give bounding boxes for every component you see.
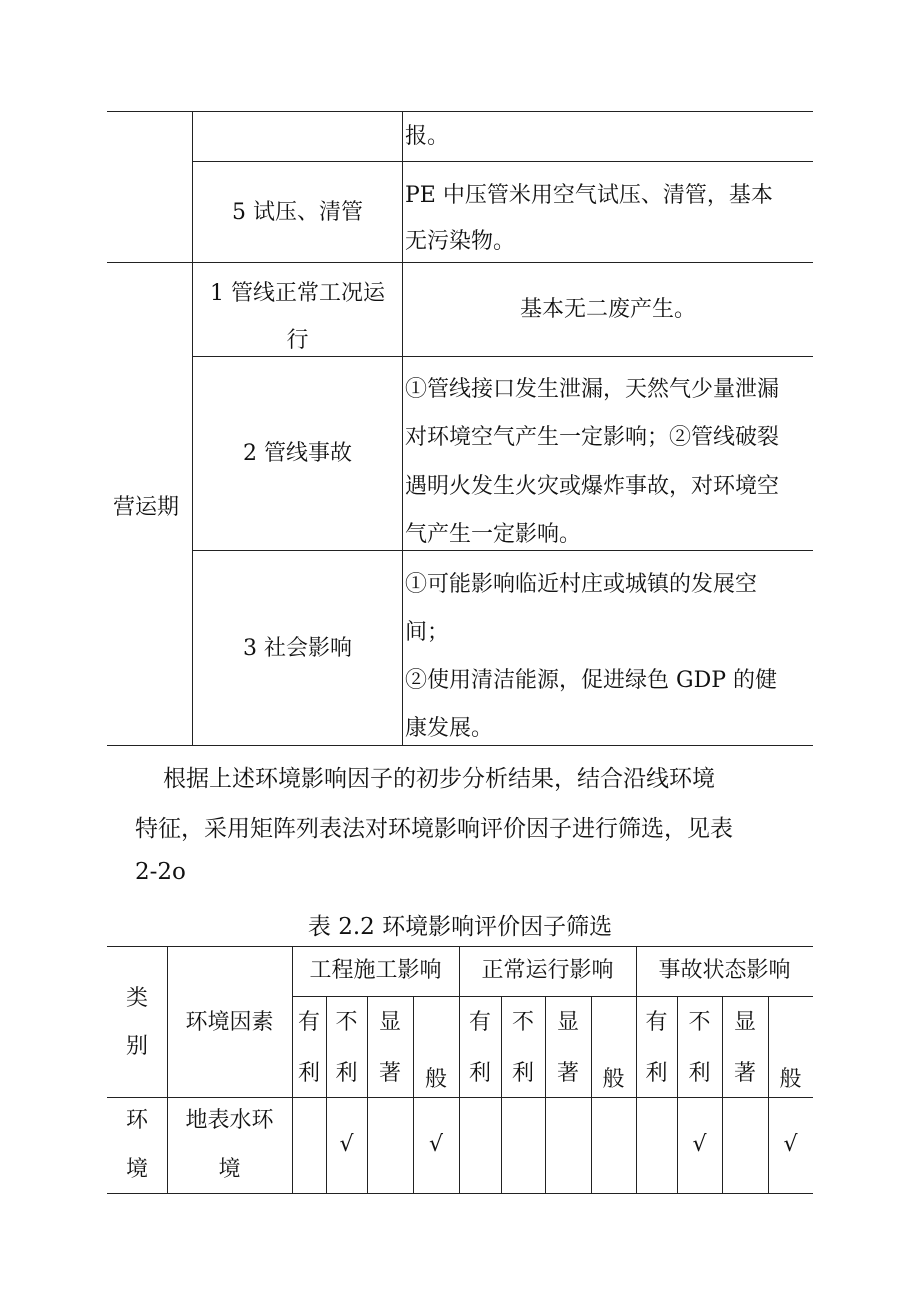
header-group: 正常运行影响 xyxy=(481,958,614,983)
item-cell: 行 xyxy=(286,328,309,353)
desc-line: ①管线接口发生泄漏，天然气少量泄漏 xyxy=(405,377,780,402)
check-mark: √ xyxy=(428,1132,444,1157)
subheader: 般 xyxy=(602,1067,625,1092)
subheader: 利 xyxy=(511,1061,534,1086)
desc-line: ①可能影响临近村庄或城镇的发展空 xyxy=(405,572,758,597)
row-category: 环 xyxy=(125,1108,148,1133)
desc-line: 康发展。 xyxy=(405,716,494,741)
row-category: 境 xyxy=(125,1157,148,1182)
subheader: 不 xyxy=(335,1010,358,1035)
subheader: 著 xyxy=(733,1061,756,1086)
subheader: 有 xyxy=(468,1010,491,1035)
desc-line: 报。 xyxy=(405,124,450,149)
check-mark: √ xyxy=(692,1132,707,1157)
header-category: 别 xyxy=(125,1034,148,1059)
item-cell: 5 试压、清管 xyxy=(232,200,363,225)
paragraph-line: 根据上述环境影响因子的初步分析结果，结合沿线环境 xyxy=(163,766,715,792)
item-cell: 2 管线事故 xyxy=(243,441,352,466)
desc-line: 间； xyxy=(405,620,450,645)
subheader: 著 xyxy=(556,1061,579,1086)
subheader: 利 xyxy=(335,1061,358,1086)
subheader: 不 xyxy=(688,1010,711,1035)
desc-line: ②使用清洁能源，促进绿色 GDP 的健 xyxy=(405,668,778,693)
subheader: 利 xyxy=(688,1061,711,1086)
desc-line: 气产生一定影响。 xyxy=(405,522,582,547)
subheader: 利 xyxy=(297,1061,320,1086)
desc-line: 无污染物。 xyxy=(405,229,516,254)
item-cell: 1 管线正常工况运 xyxy=(210,281,385,306)
desc-line: PE 中压管米用空气试压、清管，基本 xyxy=(405,183,773,208)
header-group: 事故状态影响 xyxy=(658,958,791,983)
check-mark: √ xyxy=(783,1132,798,1157)
desc-line: 遇明火发生火灾或爆炸事故，对环境空 xyxy=(405,474,780,499)
subheader: 般 xyxy=(424,1067,447,1092)
subheader: 不 xyxy=(511,1010,534,1035)
subheader: 有 xyxy=(645,1010,668,1035)
check-mark: √ xyxy=(339,1132,354,1157)
item-cell: 3 社会影响 xyxy=(243,636,352,661)
subheader: 著 xyxy=(378,1061,401,1086)
table-caption: 表 2.2 环境影响评价因子筛选 xyxy=(307,914,613,940)
stage-label: 营运期 xyxy=(113,495,180,520)
header-group: 工程施工影响 xyxy=(309,958,442,983)
row-factor: 境 xyxy=(218,1157,241,1182)
subheader: 显 xyxy=(378,1010,401,1035)
header-category: 类 xyxy=(125,986,148,1011)
paragraph-line: 特征，采用矩阵列表法对环境影响评价因子进行筛选，见表 xyxy=(135,816,733,842)
header-factor: 环境因素 xyxy=(185,1010,274,1035)
subheader: 利 xyxy=(645,1061,668,1086)
subheader: 般 xyxy=(779,1067,802,1092)
subheader: 显 xyxy=(556,1010,579,1035)
subheader: 有 xyxy=(297,1010,320,1035)
row-factor: 地表水环 xyxy=(185,1108,274,1133)
subheader: 利 xyxy=(468,1061,491,1086)
desc-line: 对环境空气产生一定影响；②管线破裂 xyxy=(405,425,780,450)
desc-line: 基本无二废产生。 xyxy=(519,297,696,322)
paragraph-line: 2-2o xyxy=(135,859,186,885)
subheader: 显 xyxy=(733,1010,756,1035)
